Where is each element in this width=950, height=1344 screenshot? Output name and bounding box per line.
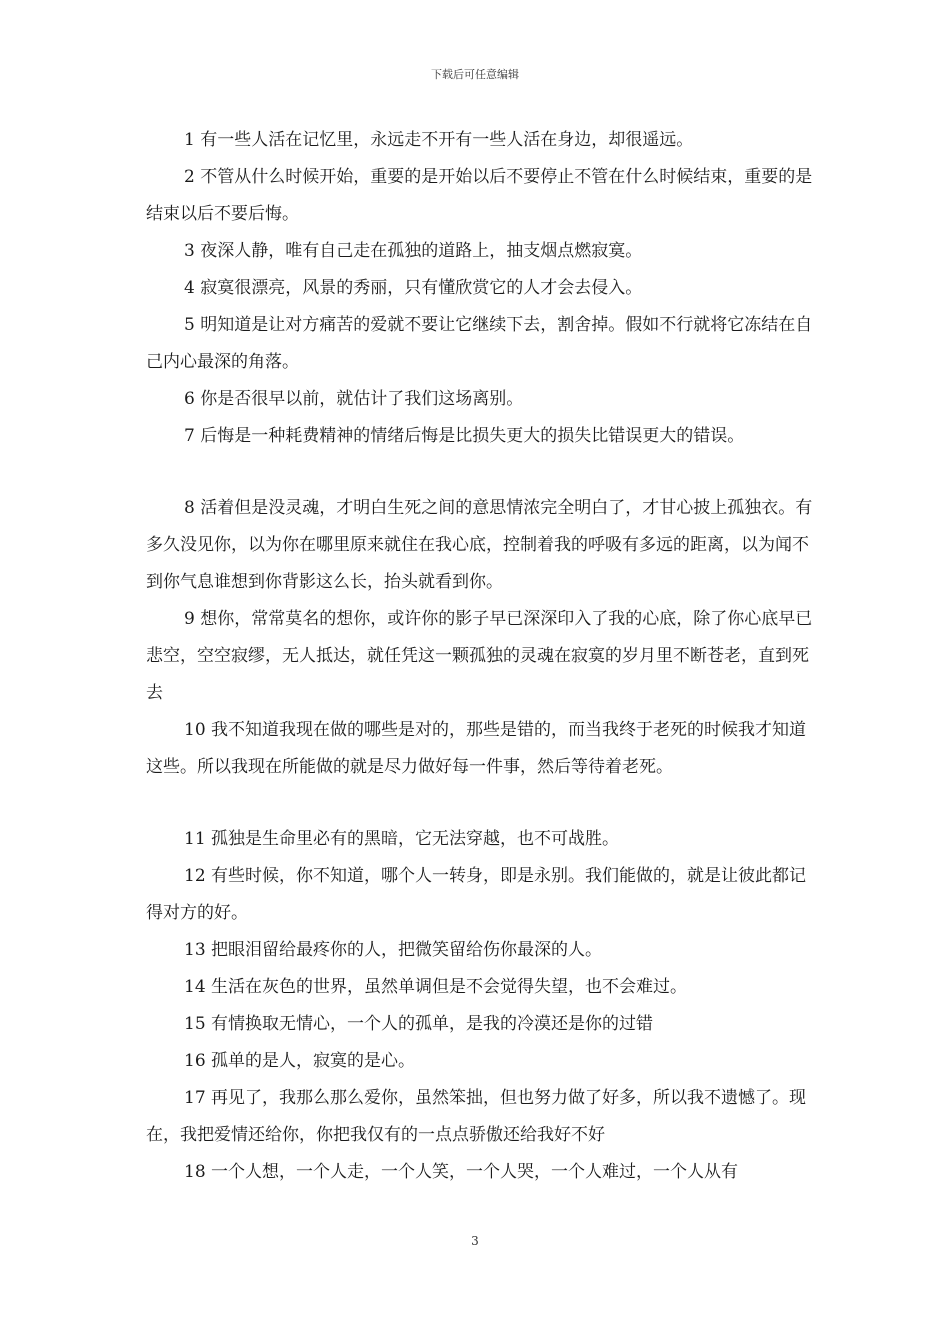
section-gap	[146, 455, 816, 490]
section-gap	[146, 786, 816, 821]
page-number: 3	[471, 1234, 479, 1248]
paragraph-10: 10 我不知道我现在做的哪些是对的，那些是错的，而当我终于老死的时候我才知道这些。所以我现在所能做的就是尽力做好每一件事，然后等待着老死。	[146, 720, 807, 777]
paragraph-6: 6 你是否很早以前，就估计了我们这场离别。	[184, 389, 524, 409]
paragraph-2: 2 不管从什么时候开始，重要的是开始以后不要停止不管在什么时候结束，重要的是结束以后不要后悔。	[146, 167, 813, 224]
paragraph-13: 13 把眼泪留给最疼你的人，把微笑留给伤你最深的人。	[184, 940, 603, 960]
paragraph-12: 12 有些时候，你不知道，哪个人一转身，即是永别。我们能做的，就是让彼此都记得对方的好。	[146, 866, 807, 923]
paragraph-4: 4 寂寞很漂亮，风景的秀丽，只有懂欣赏它的人才会去侵入。	[184, 278, 643, 298]
paragraph-11: 11 孤独是生命里必有的黑暗，它无法穿越，也不可战胜。	[184, 829, 620, 849]
paragraph-16: 16 孤单的是人，寂寞的是心。	[184, 1051, 416, 1071]
document-body	[146, 122, 816, 1191]
paragraph-17: 17 再见了，我那么那么爱你，虽然笨拙，但也努力做了好多，所以我不遗憾了。现在，我把爱情还给你，你把我仅有的一点点骄傲还给我好不好	[146, 1088, 807, 1145]
paragraph-5: 5 明知道是让对方痛苦的爱就不要让它继续下去，割舍掉。假如不行就将它冻结在自己内心最深的角落。	[146, 315, 813, 372]
paragraph-15: 15 有情换取无情心，一个人的孤单，是我的冷漠还是你的过错	[184, 1014, 654, 1034]
paragraph-8: 8 活着但是没灵魂，才明白生死之间的意思情浓完全明白了，才甘心披上孤独衣。有多久没见你，以为你在哪里原来就住在我心底，控制着我的呼吸有多远的距离，以为闻不到你气息谁想到你背影这么长，抬头就看到你。	[146, 498, 813, 592]
paragraph-3: 3 夜深人静，唯有自己走在孤独的道路上，抽支烟点燃寂寞。	[184, 241, 643, 261]
paragraph-7: 7 后悔是一种耗费精神的情绪后悔是比损失更大的损失比错误更大的错误。	[184, 426, 745, 446]
paragraph-9: 9 想你，常常莫名的想你，或许你的影子早已深深印入了我的心底，除了你心底早已悲空，空空寂缪，无人抵达，就任凭这一颗孤独的灵魂在寂寞的岁月里不断苍老，直到死去	[146, 609, 813, 703]
page-header: 下载后可任意编辑	[431, 68, 519, 81]
paragraph-14: 14 生活在灰色的世界，虽然单调但是不会觉得失望，也不会难过。	[184, 977, 688, 997]
paragraph-18: 18 一个人想，一个人走，一个人笑，一个人哭，一个人难过，一个人从有	[184, 1162, 739, 1182]
paragraph-1: 1 有一些人活在记忆里，永远走不开有一些人活在身边，却很遥远。	[184, 130, 694, 150]
